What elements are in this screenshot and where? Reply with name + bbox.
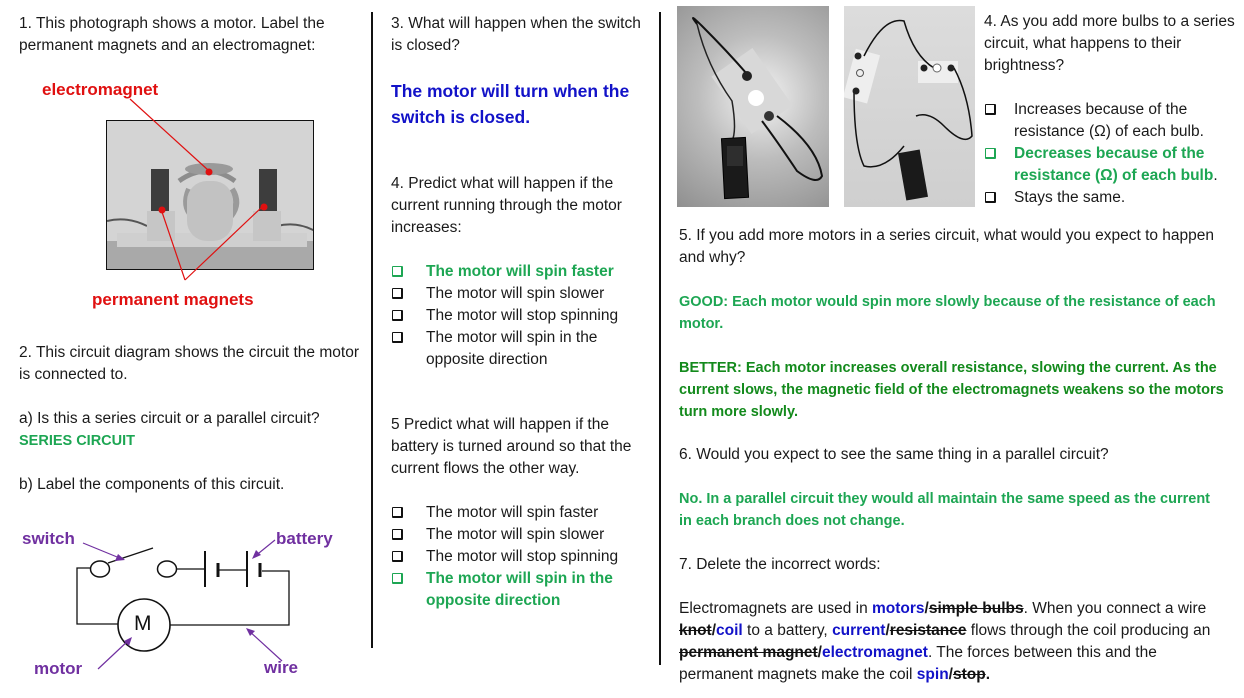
q2-text: 2. This circuit diagram shows the circuit the motor is connected to.	[19, 344, 359, 383]
q2a-answer: SERIES CIRCUIT	[19, 433, 136, 449]
label-arrows	[0, 0, 370, 320]
q6-text: 6. Would you expect to see the same thing in a parallel circuit?	[679, 446, 1109, 463]
q7-paragraph: Electromagnets are used in motors/simple bulbs. When you connect a wire knot/coil to a battery, current/resistance flows through the coil producing an permanent magnet/electromagnet. The forces between this and the permanent magnets make the coil spin/stop.	[679, 600, 1211, 683]
q5-good-answer: GOOD: Each motor would spin more slowly because of the resistance of each motor.	[679, 294, 1216, 332]
q4-bulbs-option-2[interactable]: Decreases because of the resistance (Ω) of each bulb.	[984, 143, 1242, 187]
q5-text: 5 Predict what will happen if the battery is turned around so that the current flows the other way.	[391, 416, 632, 477]
q2b-question: b) Label the components of this circuit.	[19, 476, 285, 493]
q5-option-2[interactable]: The motor will spin slower	[391, 524, 653, 546]
label-battery: battery	[276, 529, 333, 548]
label-wire: wire	[264, 658, 299, 677]
deleted-word[interactable]: knot	[679, 622, 712, 639]
label-electromagnet: electromagnet	[42, 80, 159, 99]
checkbox-icon[interactable]	[392, 332, 403, 343]
checkbox-icon[interactable]	[392, 507, 403, 518]
deleted-word[interactable]: simple bulbs	[928, 600, 1024, 617]
deleted-word[interactable]: permanent magnet	[679, 644, 818, 661]
checkbox-icon[interactable]	[392, 266, 403, 277]
checkbox-icon[interactable]	[985, 104, 996, 115]
q5-better-answer: BETTER: Each motor increases overall resistance, slowing the current. As the current slows, the magnetic field of the electromagnets weakens so the motors turn more slowly.	[679, 360, 1224, 420]
column-divider-2	[659, 12, 661, 665]
checkbox-icon[interactable]	[392, 310, 403, 321]
q4-option-2[interactable]: The motor will spin slower	[391, 283, 653, 305]
q4-bulbs-options	[984, 99, 1242, 209]
motor-symbol-letter: M	[134, 612, 152, 635]
column-divider-1	[371, 12, 373, 648]
single-bulb-circuit-photo	[677, 6, 829, 207]
q4-option-3[interactable]: The motor will stop spinning	[391, 305, 653, 327]
checkbox-icon[interactable]	[985, 148, 996, 159]
q4-option-1[interactable]: The motor will spin faster	[391, 261, 653, 283]
kept-word[interactable]: motors	[872, 600, 925, 617]
q4-option-4[interactable]: The motor will spin in the opposite direction	[391, 327, 653, 371]
photo-image-icon	[677, 6, 829, 207]
label-permanent-magnets: permanent magnets	[92, 290, 254, 309]
label-switch: switch	[22, 529, 75, 548]
q5-option-1[interactable]: The motor will spin faster	[391, 502, 653, 524]
checkbox-icon[interactable]	[392, 529, 403, 540]
checkbox-icon[interactable]	[985, 192, 996, 203]
kept-word[interactable]: electromagnet	[821, 644, 928, 661]
kept-word[interactable]: current	[832, 622, 886, 639]
q3-text: 3. What will happen when the switch is closed?	[391, 15, 641, 54]
q5-motors-text: 5. If you add more motors in a series circuit, what would you expect to happen and why?	[679, 227, 1215, 266]
two-bulb-circuit-photo	[844, 6, 975, 207]
q5-options	[391, 502, 653, 612]
q4-bulbs-option-1[interactable]: Increases because of the resistance (Ω) of each bulb.	[984, 99, 1242, 143]
q6-answer: No. In a parallel circuit they would all maintain the same speed as the current in each branch does not change.	[679, 491, 1211, 529]
q1-text: 1. This photograph shows a motor. Label the permanent magnets and an electromagnet:	[19, 15, 325, 54]
q2a-question: a) Is this a series circuit or a parallel circuit?	[19, 410, 320, 427]
kept-word[interactable]: spin	[916, 666, 949, 683]
q4-text: 4. Predict what will happen if the current running through the motor increases:	[391, 175, 622, 236]
checkbox-icon[interactable]	[392, 288, 403, 299]
kept-word[interactable]: coil	[716, 622, 743, 639]
deleted-word[interactable]: stop	[952, 666, 986, 683]
label-motor: motor	[34, 659, 83, 678]
q4-options	[391, 261, 653, 371]
checkbox-icon[interactable]	[392, 573, 403, 584]
q3-answer: The motor will turn when the switch is closed.	[391, 81, 630, 127]
q7-text: 7. Delete the incorrect words:	[679, 556, 881, 573]
q5-option-4[interactable]: The motor will spin in the opposite direction	[391, 568, 653, 612]
q5-option-3[interactable]: The motor will stop spinning	[391, 546, 653, 568]
q4-bulbs-option-3[interactable]: Stays the same.	[984, 187, 1242, 209]
checkbox-icon[interactable]	[392, 551, 403, 562]
deleted-word[interactable]: resistance	[889, 622, 967, 639]
photo-image-icon	[844, 6, 975, 207]
q4-bulbs-text: 4. As you add more bulbs to a series circuit, what happens to their brightness?	[984, 13, 1235, 74]
